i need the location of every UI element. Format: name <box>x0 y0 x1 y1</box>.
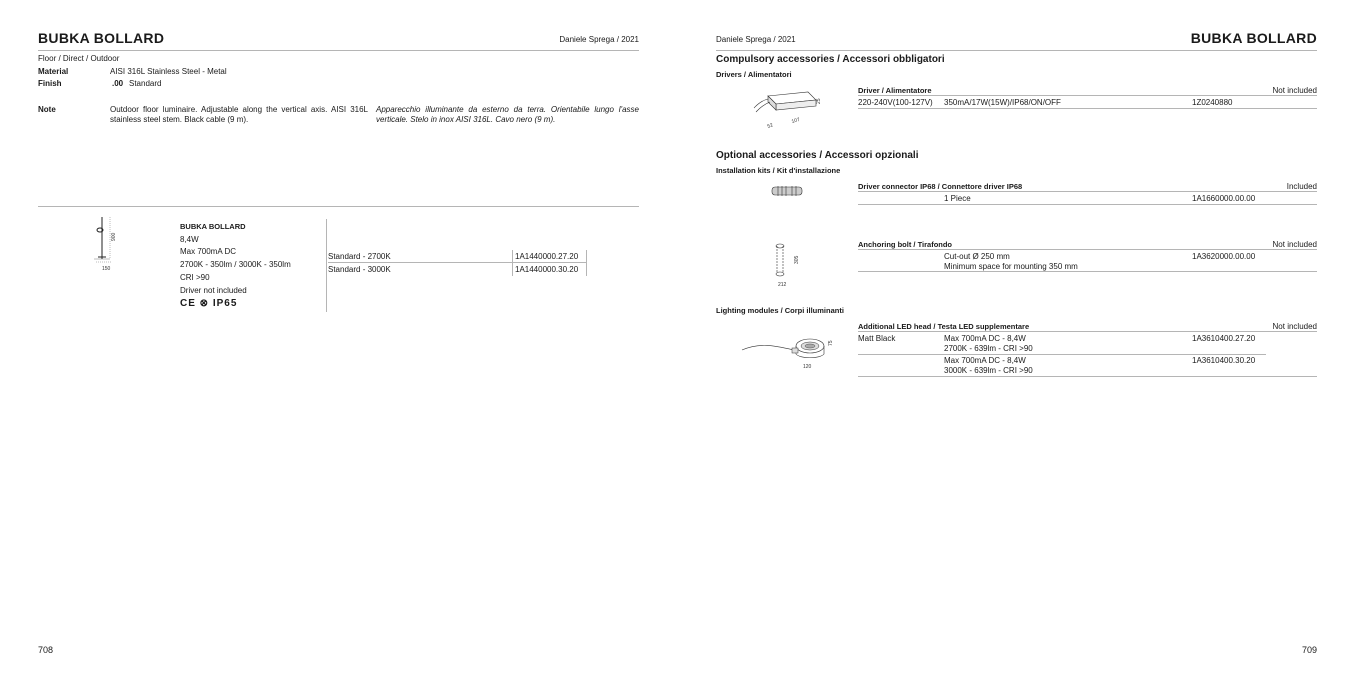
install-subtitle: Installation kits / Kit d'installazione <box>716 166 841 175</box>
note-label: Note <box>38 105 56 114</box>
product-cri: CRI >90 <box>180 273 210 282</box>
connector-desc: 1 Piece <box>944 194 971 203</box>
led-header: Additional LED head / Testa LED supplementare <box>858 322 1030 331</box>
designer-credit: Daniele Sprega / 2021 <box>559 35 639 44</box>
led-status: Not included <box>1272 322 1317 331</box>
connector-row-rule <box>858 204 1317 205</box>
led-row2-line2: 3000K - 639lm - CRI >90 <box>944 366 1033 375</box>
header-divider-right <box>716 50 1317 51</box>
bolt-desc-1: Cut-out Ø 250 mm <box>944 252 1010 261</box>
driver-drawing <box>752 86 827 131</box>
led-finish: Matt Black <box>858 334 896 343</box>
product-current: Max 700mA DC <box>180 247 237 256</box>
bolt-status: Not included <box>1272 240 1317 249</box>
anchoring-bolt-drawing <box>768 240 808 288</box>
connector-header-rule <box>858 191 1317 192</box>
page-number-left: 708 <box>38 645 54 655</box>
product-flux: 2700K - 350lm / 3000K - 350lm <box>180 260 291 269</box>
drivers-subtitle: Drivers / Alimentatori <box>716 70 792 79</box>
bolt-desc-2: Minimum space for mounting 350 mm <box>944 262 1078 271</box>
driver-dim-length: 107 <box>790 116 801 125</box>
driver-header-rule <box>858 95 1317 96</box>
variant-col-divider-end <box>586 250 587 276</box>
driver-dim-depth: 52 <box>766 122 774 130</box>
bolt-header: Anchoring bolt / Tirafondo <box>858 240 953 249</box>
page-title-right: BUBKA BOLLARD <box>1190 30 1317 46</box>
variant-code-1: 1A1440000.27.20 <box>515 252 579 261</box>
connector-drawing <box>770 182 806 200</box>
variant-label-1: Standard - 2700K <box>328 252 391 261</box>
driver-row-rule <box>858 108 1317 109</box>
driver-dim-height: 25 <box>816 98 822 104</box>
page-title: BUBKA BOLLARD <box>38 30 165 46</box>
variant-label-2: Standard - 3000K <box>328 265 391 274</box>
driver-header: Driver / Alimentatore <box>858 86 932 95</box>
material-label: Material <box>38 67 69 76</box>
page-number-right: 709 <box>1301 645 1317 655</box>
column-divider <box>326 219 327 312</box>
dim-base: 150 <box>102 266 111 272</box>
bolt-header-rule <box>858 249 1317 250</box>
variant-row-divider <box>328 262 586 263</box>
led-row1-line2: 2700K - 639lm - CRI >90 <box>944 344 1033 353</box>
bolt-dim-height: 305 <box>794 255 800 264</box>
dim-height: 900 <box>111 232 117 241</box>
connector-code: 1A1660000.00.00 <box>1192 194 1256 203</box>
variant-code-2: 1A1440000.30.20 <box>515 265 579 274</box>
led-row1-rule <box>858 354 1266 355</box>
led-head-drawing <box>740 324 840 374</box>
bolt-dim-width: 212 <box>778 282 787 288</box>
connector-status: Included <box>1286 182 1317 191</box>
led-row2-rule <box>858 376 1317 377</box>
finish-code: .00 <box>112 79 124 88</box>
lighting-subtitle: Lighting modules / Corpi illuminanti <box>716 306 844 315</box>
note-italian: Apparecchio illuminante da esterno da terra. Orientabile lungo l'asse verticale. Stelo in inox AISI 316L. Cavo nero (9 m). <box>376 105 639 124</box>
product-power: 8,4W <box>180 235 199 244</box>
bollard-drawing <box>90 213 130 273</box>
finish-value: Standard <box>129 79 162 88</box>
optional-title: Optional accessories / Accessori opzionali <box>716 150 919 161</box>
finish-label: Finish <box>38 79 62 88</box>
led-row2-code: 1A3610400.30.20 <box>1192 356 1256 365</box>
category-line: Floor / Direct / Outdoor <box>38 54 120 63</box>
product-name: BUBKA BOLLARD <box>180 222 246 231</box>
driver-voltage: 220-240V(100-127V) <box>858 98 933 107</box>
note-english: Outdoor floor luminaire. Adjustable along the vertical axis. AISI 316L stainless steel stem. Black cable (9 m). <box>110 105 368 124</box>
designer-credit-right: Daniele Sprega / 2021 <box>716 35 796 44</box>
driver-code: 1Z0240880 <box>1192 98 1233 107</box>
bolt-row-rule <box>858 271 1317 272</box>
material-value: AISI 316L Stainless Steel - Metal <box>110 67 227 76</box>
driver-spec: 350mA/17W(15W)/IP68/ON/OFF <box>944 98 1061 107</box>
driver-status: Not included <box>1272 86 1317 95</box>
led-row2-line1: Max 700mA DC - 8,4W <box>944 356 1026 365</box>
certification-marks: CE ⊗ IP65 <box>180 298 238 309</box>
led-row1-code: 1A3610400.27.20 <box>1192 334 1256 343</box>
compulsory-title: Compulsory accessories / Accessori obbligatori <box>716 54 945 65</box>
led-row1-line1: Max 700mA DC - 8,4W <box>944 334 1026 343</box>
header-divider <box>38 50 639 51</box>
led-dim-height: 75 <box>828 340 834 346</box>
bolt-code: 1A3620000.00.00 <box>1192 252 1256 261</box>
product-divider <box>38 206 639 207</box>
variant-col-divider <box>512 250 513 276</box>
product-driver-note: Driver not included <box>180 286 247 295</box>
led-header-rule <box>858 331 1317 332</box>
connector-header: Driver connector IP68 / Connettore driver IP68 <box>858 182 1023 191</box>
led-dim-width: 120 <box>803 364 812 370</box>
